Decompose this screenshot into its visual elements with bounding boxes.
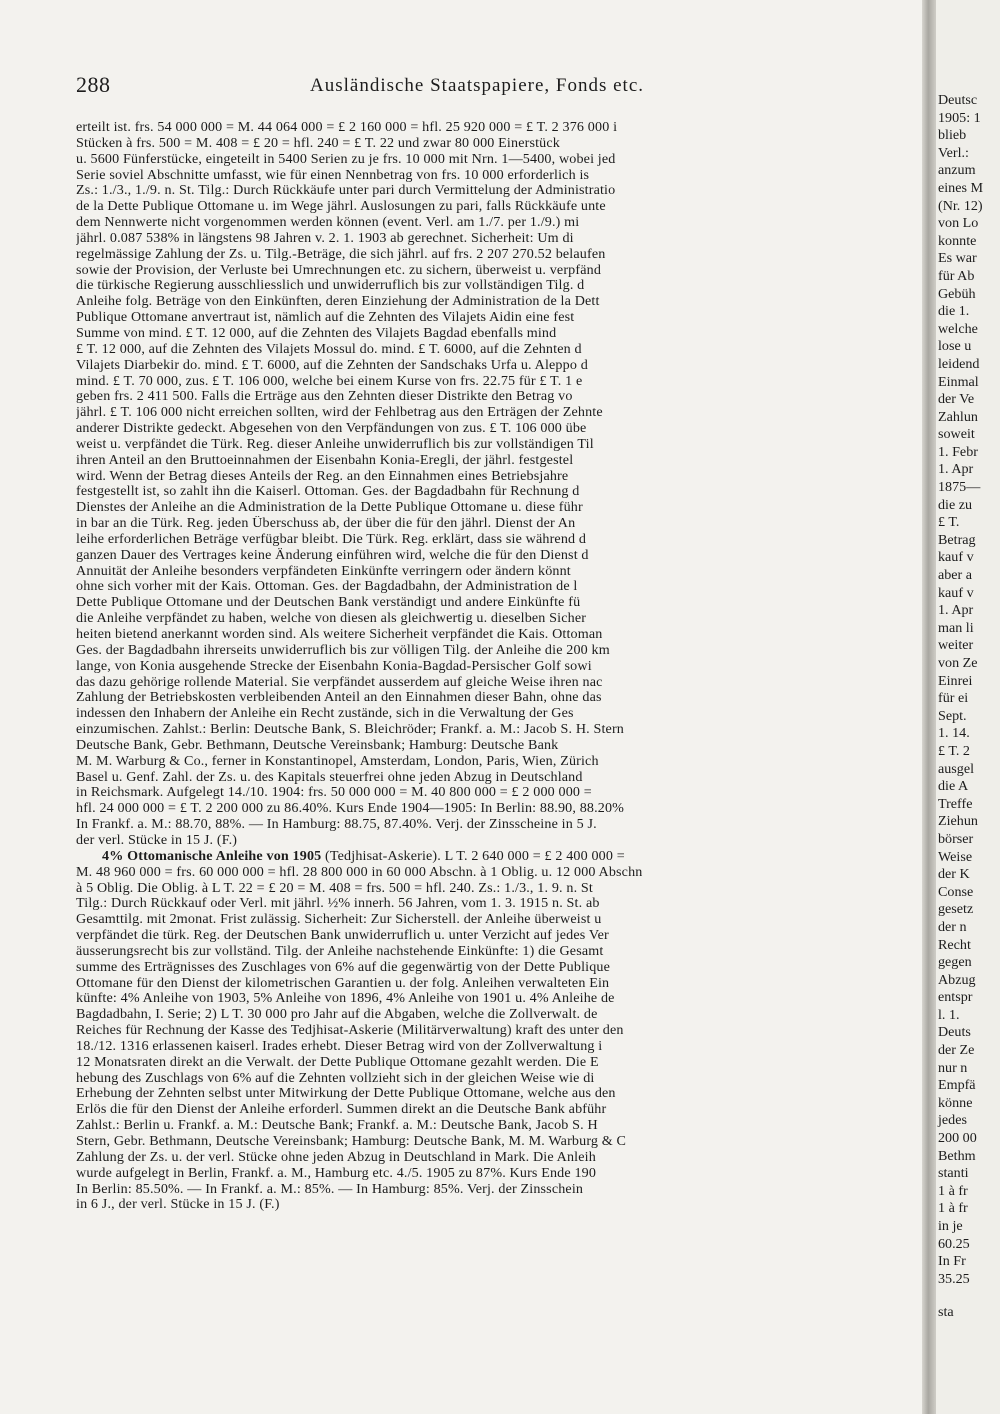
text-line: geben frs. 2 411 500. Falls die Erträge aus den Zehnten dieser Distrikte den Betrag vo xyxy=(76,389,573,405)
text-line: Zahlst.: Berlin u. Frankf. a. M.: Deutsche Bank; Frankf. a. M.: Deutsche Bank, Jacob S. H xyxy=(76,1118,598,1134)
adjacent-page-fragment: die zu xyxy=(938,496,973,513)
adjacent-page-fragment: gesetz xyxy=(938,901,974,918)
adjacent-page-fragment: die 1. xyxy=(938,303,970,320)
adjacent-page-fragment: der n xyxy=(938,918,967,935)
adjacent-page-fragment: für ei xyxy=(938,690,969,707)
text-line: Erhebung der Zehnten selbst unter Mitwirkung der Dette Publique Ottomane, welche aus den xyxy=(76,1086,616,1102)
text-line: à 5 Oblig. Die Oblig. à L T. 22 = £ 20 = M. 408 = frs. 500 = hfl. 240. Zs.: 1./3., 1. 9. n. St xyxy=(76,880,593,896)
text-line: regelmässige Zahlung der Zs. u. Tilg.-Beträge, die sich jährl. auf frs. 2 207 270.52 belaufen xyxy=(76,246,606,262)
text-line: hebung des Zuschlags von 6% auf die Zehnten vollzieht sich in der gleichen Weise wie di xyxy=(76,1070,595,1086)
adjacent-page-fragment: entspr xyxy=(938,989,973,1006)
adjacent-page-fragment: 1. Apr xyxy=(938,602,974,619)
text-line: Stern, Gebr. Bethmann, Deutsche Vereinsbank; Hamburg: Deutsche Bank, M. M. Warburg & C xyxy=(76,1134,627,1149)
text-line: Zs.: 1./3., 1./9. n. St. Tilg.: Durch Rückkäufe unter pari durch Vermittelung der Administratio xyxy=(76,183,616,199)
adjacent-page-fragment: 1. 14. xyxy=(938,725,970,742)
text-line: summe des Erträgnisses des Zuschlages von 6% auf die gegenwärtig von der Dette Publique xyxy=(76,959,610,975)
adjacent-page-fragment: l. 1. xyxy=(938,1006,960,1023)
adjacent-page-fragment: 1905: 1 xyxy=(938,109,981,126)
adjacent-page-fragment: Sept. xyxy=(938,707,967,724)
adjacent-page-fragment: die A xyxy=(938,778,969,795)
text-line: Dienstes der Anleihe an die Administration de la Dette Publique Ottomane u. diese führ xyxy=(76,500,583,516)
text-line: künfte: 4% Anleihe von 1903, 5% Anleihe von 1896, 4% Anleihe von 1901 u. 4% Anleihe de xyxy=(76,991,615,1007)
section-ottoman-loan-1905 xyxy=(76,849,922,1213)
adjacent-page-fragment: weiter xyxy=(938,637,974,654)
adjacent-page-fragment: Treffe xyxy=(938,795,973,812)
adjacent-page-fragment: Ziehun xyxy=(938,813,978,830)
adjacent-page-fragment: (Nr. 12) xyxy=(938,197,983,214)
text-line: jährl. 0.087 538% in längstens 98 Jahren v. 2. 1. 1903 ab gerechnet. Sicherheit: Um di xyxy=(76,230,574,246)
adjacent-page-fragment: der Ze xyxy=(938,1042,975,1059)
section-heading: 4% Ottomanische Anleihe von 1905 xyxy=(102,848,322,864)
adjacent-page-fragment: Betrag xyxy=(938,531,976,548)
adjacent-page-fragment: anzum xyxy=(938,162,976,179)
text-line: hfl. 24 000 000 = £ T. 2 200 000 zu 86.40%. Kurs Ende 1904—1905: In Berlin: 88.90, 88.20% xyxy=(76,801,625,817)
text-line: Tilg.: Durch Rückkauf oder Verl. mit jährl. ½% innerh. 56 Jahren, vom 1. 3. 1915 n. St. ab xyxy=(76,896,600,912)
adjacent-page-fragment: £ T. xyxy=(938,514,960,531)
adjacent-page-fragment: leidend xyxy=(938,355,980,372)
adjacent-page-fragment: soweit xyxy=(938,426,975,443)
text-line: M. M. Warburg & Co., ferner in Konstantinopel, Amsterdam, London, Paris, Wien, Zürich xyxy=(76,753,599,769)
text-line: in 6 J., der verl. Stücke in 15 J. (F.) xyxy=(76,1197,280,1213)
text-line: de la Dette Publique Ottomane u. im Wege jährl. Auslosungen zu pari, falls Rückkäufe unte xyxy=(76,199,606,215)
adjacent-page-fragment: 35.25 xyxy=(938,1270,970,1287)
text-line: Bagdadbahn, I. Serie; 2) L T. 30 000 pro Jahr auf die Abgaben, welche die Zollverwalt. de xyxy=(76,1007,598,1023)
text-line: dem Nennwerte nicht vorgenommen werden können (event. Verl. am 1./7. per 1./9.) mi xyxy=(76,215,580,231)
section-heading-rest: (Tedjhisat-Askerie). L T. 2 640 000 = £ 2 400 000 = xyxy=(321,848,625,864)
text-line: wurde aufgelegt in Berlin, Frankf. a. M., Hamburg etc. 4./5. 1905 zu 87%. Kurs Ende 190 xyxy=(76,1165,597,1181)
adjacent-page-fragment: von Ze xyxy=(938,655,978,671)
adjacent-page-fragment: jedes xyxy=(938,1112,967,1129)
text-line: mind. £ T. 70 000, zus. £ T. 106 000, welche bei einem Kurse von frs. 22.75 für £ T. 1 e xyxy=(76,373,583,389)
text-line: indessen den Inhabern der Anleihe ein Recht zustände, sich in die Verwaltung der Ges xyxy=(76,706,574,722)
running-head: Ausländische Staatspapiere, Fonds etc. xyxy=(310,75,645,96)
adjacent-page-fragments xyxy=(936,92,1000,1322)
section-heading-line xyxy=(76,849,922,865)
text-line: M. 48 960 000 = frs. 60 000 000 = hfl. 28 800 000 in 60 000 Abschn. à 1 Oblig. u. 12 000 Abschn xyxy=(76,864,643,880)
text-line: jährl. £ T. 106 000 nicht erreichen sollten, wird der Fehlbetrag aus den Erträgen der Zehnte xyxy=(76,405,603,421)
adjacent-page-fragment: eines M xyxy=(938,179,984,196)
adjacent-page-fragment: 60.25 xyxy=(938,1235,970,1252)
adjacent-page-fragment: Deutsc xyxy=(938,92,978,108)
adjacent-page-fragment: für Ab xyxy=(938,267,975,284)
adjacent-page-fragment: in je xyxy=(938,1218,963,1234)
adjacent-page-fragment: kauf v xyxy=(938,584,974,601)
text-line: Vilajets Diarbekir do. mind. £ T. 6000, auf die Zehnten der Sandschaks Urfa u. Aleppo d xyxy=(76,357,588,373)
adjacent-page-fragment: Gebüh xyxy=(938,285,976,302)
adjacent-page-fragment: man li xyxy=(938,619,974,636)
adjacent-page-fragment: Abzug xyxy=(938,971,976,988)
adjacent-page-fragment: welche xyxy=(938,320,978,337)
adjacent-page-fragment: nur n xyxy=(938,1059,968,1076)
book-gutter xyxy=(922,0,936,1414)
adjacent-page-fragment: Recht xyxy=(938,936,971,953)
text-line: Annuität der Anleihe besonders verpfändeten Einkünfte verringern oder ändern könnt xyxy=(76,563,571,579)
page-number: 288 xyxy=(76,72,111,97)
adjacent-page-fragment: In Fr xyxy=(938,1253,966,1270)
text-line: ganzen Dauer des Vertrages keine Änderung einführen wird, welche die für den Dienst d xyxy=(76,547,589,563)
text-line: In Berlin: 85.50%. — In Frankf. a. M.: 85%. — In Hamburg: 85%. Verj. der Zinsschein xyxy=(76,1181,584,1197)
adjacent-page-fragment: sta xyxy=(938,1304,954,1321)
adjacent-page-fragment: der K xyxy=(938,866,970,883)
text-line: Stücken à frs. 500 = M. 408 = £ 20 = hfl. 240 = £ T. 22 und zwar 80 000 Einerstück xyxy=(76,135,560,151)
body-text xyxy=(76,120,922,1213)
adjacent-page-fragment: ausgel xyxy=(938,760,975,777)
text-line: Basel u. Genf. Zahl. der Zs. u. des Kapitals steuerfrei ohne jeden Abzug in Deutschland xyxy=(76,769,583,785)
text-line: Publique Ottomane anvertraut ist, nämlich auf die Zehnten des Vilajets Aidin eine fest xyxy=(76,310,575,326)
adjacent-page-edge xyxy=(936,0,1000,1414)
text-line: die Anleihe verpfändet zu haben, welche von diesen als gleichwertig u. dieselben Sicher xyxy=(76,611,587,627)
text-line: lange, von Konia ausgehende Strecke der Eisenbahn Konia-Bagdad-Persischer Golf sowi xyxy=(76,658,592,674)
adjacent-page-fragment: 200 00 xyxy=(938,1130,977,1147)
text-line: die türkische Regierung ausschliesslich und unwiderruflich bis zur vollständigen Tilg. d xyxy=(76,278,585,294)
text-line: der verl. Stücke in 15 J. (F.) xyxy=(76,832,238,848)
text-line: festgestellt ist, so zahlt ihn die Kaiserl. Ottoman. Ges. der Bagdadbahn für Rechnung d xyxy=(76,484,580,500)
text-line: leihe erforderlichen Beträge verfügbar bleibt. Die Türk. Reg. erklärt, dass sie während d xyxy=(76,531,587,547)
adjacent-page-fragment: börser xyxy=(938,830,974,847)
text-line: 12 Monatsraten direkt an die Verwalt. der Dette Publique Ottomane gezahlt werden. Die E xyxy=(76,1054,599,1070)
adjacent-page-fragment: gegen xyxy=(938,954,972,971)
text-line: Zahlung der Betriebskosten verbleibenden Anteil an den Einnahmen dieser Bahn, ohne das xyxy=(76,690,602,706)
adjacent-page-fragment: Weise xyxy=(938,848,973,865)
text-line: Ges. der Bagdadbahn ihrerseits unwiderruflich bis zur völligen Tilg. der Anleihe die 200 km xyxy=(76,642,610,658)
adjacent-page-fragment: Zahlun xyxy=(938,408,978,425)
text-line: das dazu gehörige rollende Material. Sie verpfändet ausserdem auf gleiche Weise ihren nac xyxy=(76,674,603,690)
adjacent-page-fragment: könne xyxy=(938,1094,973,1111)
adjacent-page-fragment: von Lo xyxy=(938,215,979,232)
text-line: anderer Distrikte gedeckt. Abgesehen von den Verpfändungen von zus. £ T. 106 000 übe xyxy=(76,421,587,437)
adjacent-page-fragment: Verl.: xyxy=(938,144,969,161)
adjacent-page-fragment: der Ve xyxy=(938,391,975,408)
adjacent-page-fragment: 1 à fr xyxy=(938,1182,968,1199)
text-line: Deutsche Bank, Gebr. Bethmann, Deutsche Vereinsbank; Hamburg: Deutsche Bank xyxy=(76,737,559,753)
text-line: Reiches für Rechnung der Kasse des Tedjhisat-Askerie (Militärverwaltung) kraft des unter den xyxy=(76,1023,624,1039)
adjacent-page-fragment: Empfä xyxy=(938,1077,976,1094)
text-line: Ottomane für den Dienst der kilometrischen Garantien u. der folg. Anleihen verwalteten Ein xyxy=(76,975,610,991)
adjacent-page-fragment: aber a xyxy=(938,567,973,584)
adjacent-page-fragment: Deuts xyxy=(938,1024,971,1041)
text-line: ohne sich vorher mit der Kais. Ottoman. Ges. der Bagdadbahn, der Administration de l xyxy=(76,579,578,595)
adjacent-page-fragment: Es war xyxy=(938,250,977,267)
text-line: Gesamttilg. mit 2monat. Frist zulässig. Sicherheit: Zur Sicherstell. der Anleihe überweist u xyxy=(76,912,602,928)
text-line: erteilt ist. frs. 54 000 000 = M. 44 064 000 = £ 2 160 000 = hfl. 25 920 000 = £ T. 2 376 000 i xyxy=(76,120,618,135)
adjacent-page-fragment: 1875— xyxy=(938,479,981,496)
text-line: Anleihe folg. Beträge von den Einkünften, deren Einziehung der Administration de la Dett xyxy=(76,294,600,310)
text-line: In Frankf. a. M.: 88.70, 88%. — In Hamburg: 88.75, 87.40%. Verj. der Zinsscheine in 5 J. xyxy=(76,817,597,833)
text-line: weist u. verpfändet die Türk. Reg. dieser Anleihe unwiderruflich bis zur vollständigen Til xyxy=(76,436,594,452)
text-line: u. 5600 Fünferstücke, eingeteilt in 5400 Serien zu je frs. 10 000 mit Nrn. 1—5400, wobei jed xyxy=(76,151,616,167)
text-line: Erlös die für den Dienst der Anleihe erforderl. Summen direkt an die Deutsche Bank abführ xyxy=(76,1102,607,1118)
text-line: wird. Wenn der Betrag dieses Anteils der Reg. an den Einnahmen eines Betriebsjahre xyxy=(76,468,569,484)
text-line: Zahlung der Zs. u. der verl. Stücke ohne jeden Abzug in Deutschland in Mark. Die Anleih xyxy=(76,1149,596,1165)
adjacent-page-fragment: Bethm xyxy=(938,1147,976,1164)
text-line: äusserungsrecht bis zur vollständ. Tilg. der Anleihe nachstehende Einkünfte: 1) die Gesamt xyxy=(76,943,604,959)
adjacent-page-fragment: Einrei xyxy=(938,672,973,689)
text-line: einzumischen. Zahlst.: Berlin: Deutsche Bank, S. Bleichröder; Frankf. a. M.: Jacob S. H. Stern xyxy=(76,722,624,738)
text-line: verpfändet die türk. Reg. der Deutschen Bank unwiderruflich u. unter Verzicht auf jedes Ver xyxy=(76,928,609,944)
text-line: Serie soviel Abschnitte umfasst, wie für einen Nennbetrag von frs. 10 000 erforderlich is xyxy=(76,167,590,183)
text-line: heiten bietend anerkannt worden sind. Als weitere Sicherheit verpfändet die Kais. Ottoman xyxy=(76,627,603,642)
adjacent-page-fragment: £ T. 2 xyxy=(938,742,970,759)
text-line: ihren Anteil an den Bruttoeinnahmen der Eisenbahn Konia-Eregli, der jährl. festgestel xyxy=(76,452,574,468)
adjacent-page-fragment: Conse xyxy=(938,883,974,900)
text-line: Summe von mind. £ T. 12 000, auf die Zehnten des Vilajets Bagdad ebenfalls mind xyxy=(76,325,557,341)
section-1905-ottoman-loan-1903 xyxy=(76,120,922,849)
adjacent-page-fragment: Einmal xyxy=(938,373,979,390)
text-line: in Reichsmark. Aufgelegt 14./10. 1904: frs. 50 000 000 = M. 40 800 000 = £ 2 000 000 = xyxy=(76,785,592,801)
text-line: in bar an die Türk. Reg. jeden Überschuss ab, der über die für den jährl. Dienst der An xyxy=(76,516,576,532)
text-line: sowie der Provision, der Verluste bei Umrechnungen etc. zu sichern, überweist u. verpfänd xyxy=(76,262,602,278)
adjacent-page-fragment: blieb xyxy=(938,127,967,144)
adjacent-page-fragment: stanti xyxy=(938,1165,969,1182)
text-line: 18./12. 1316 erlassenen kaiserl. Irades erhebt. Dieser Betrag wird von der Zollverwaltung i xyxy=(76,1038,603,1054)
text-line: Dette Publique Ottomane und der Deutschen Bank verständigt und andere Einkünfte fü xyxy=(76,595,581,611)
adjacent-page-fragment: konnte xyxy=(938,232,977,249)
adjacent-page-fragment: lose u xyxy=(938,338,972,355)
adjacent-page-fragment: 1 à fr xyxy=(938,1200,968,1217)
adjacent-page-fragment: 1. Febr xyxy=(938,443,978,460)
adjacent-page-fragment: kauf v xyxy=(938,549,974,566)
text-line: £ T. 12 000, auf die Zehnten des Vilajets Mossul do. mind. £ T. 6000, auf die Zehnten d xyxy=(76,341,582,357)
adjacent-page-fragment: 1. Apr xyxy=(938,461,974,478)
